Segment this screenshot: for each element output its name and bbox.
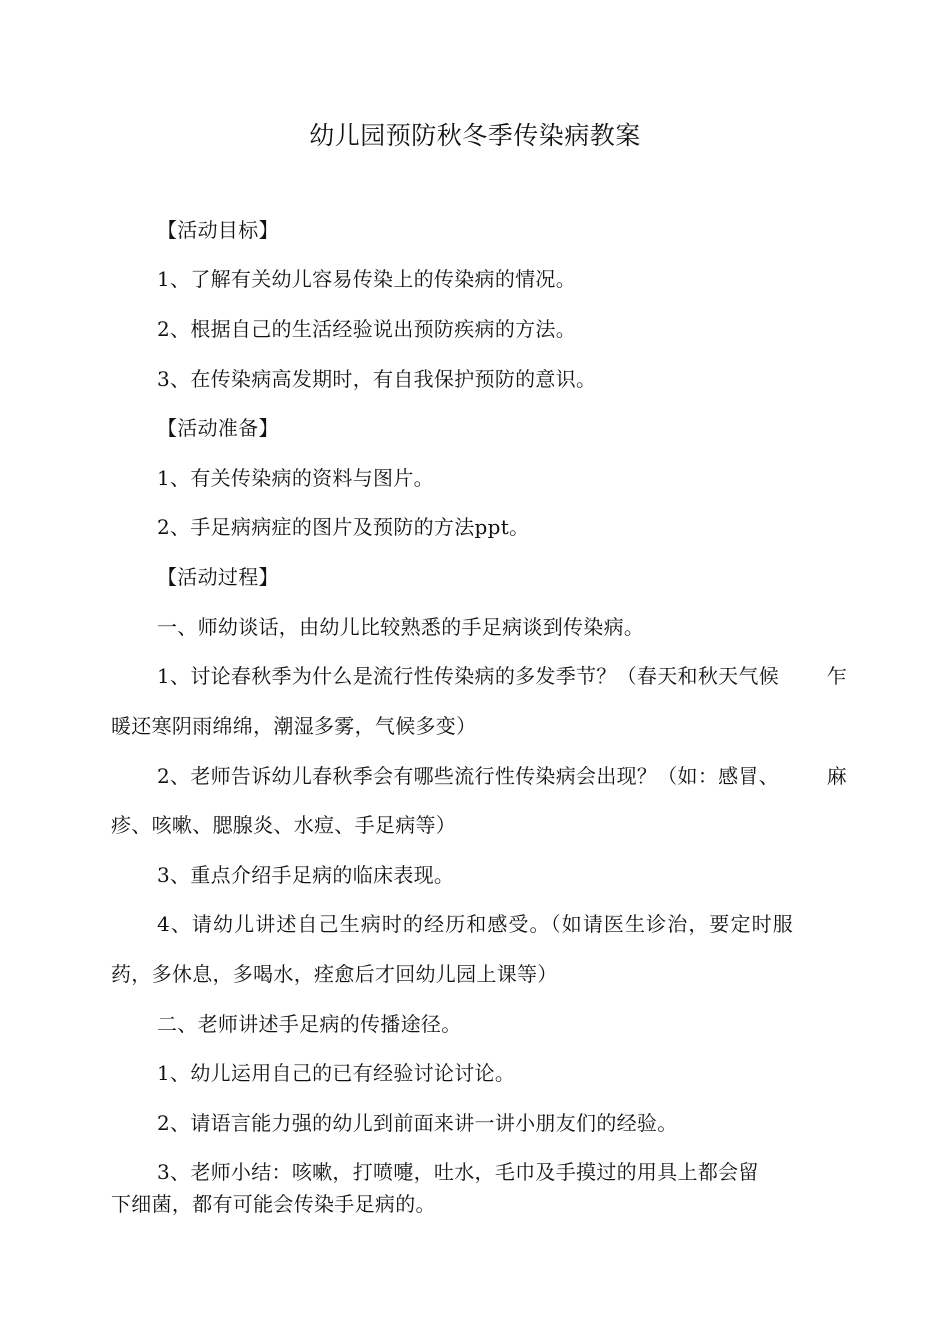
line-text: 2、老师告诉幼儿春秋季会有哪些流行性传染病会出现？（如：感冒、 <box>157 764 780 788</box>
section-heading-preparation: 【活动准备】 <box>157 416 279 440</box>
paragraph-line-justified <box>157 663 847 689</box>
document-title: 幼儿园预防秋冬季传染病教案 <box>309 121 641 150</box>
paragraph-line-justified <box>157 763 847 789</box>
paragraph-line: 下细菌，都有可能会传染手足病的。 <box>111 1192 436 1216</box>
paragraph-line: 2、根据自己的生活经验说出预防疾病的方法。 <box>157 317 577 341</box>
paragraph-line: 暖还寒阴雨绵绵，潮湿多雾，气候多变） <box>111 714 477 738</box>
paragraph-line: 一、师幼谈话，由幼儿比较熟悉的手足病谈到传染病。 <box>157 615 645 639</box>
line-tail: 乍 <box>826 664 847 688</box>
paragraph-line: 3、老师小结：咳嗽，打喷嚏，吐水，毛巾及手摸过的用具上都会留 <box>157 1160 759 1184</box>
paragraph-line: 1、了解有关幼儿容易传染上的传染病的情况。 <box>157 267 577 291</box>
paragraph-line: 3、在传染病高发期时，有自我保护预防的意识。 <box>157 367 597 391</box>
line-tail: 麻 <box>826 764 847 788</box>
paragraph-line: 2、请语言能力强的幼儿到前面来讲一讲小朋友们的经验。 <box>157 1111 678 1135</box>
paragraph-line: 1、幼儿运用自己的已有经验讨论讨论。 <box>157 1061 516 1085</box>
paragraph-line: 3、重点介绍手足病的临床表现。 <box>157 863 455 887</box>
section-heading-process: 【活动过程】 <box>157 565 279 589</box>
section-heading-transmission: 二、老师讲述手足病的传播途径。 <box>157 1012 462 1036</box>
paragraph-line: 药，多休息，多喝水，痊愈后才回幼儿园上课等） <box>111 962 558 986</box>
line-text: 1、讨论春秋季为什么是流行性传染病的多发季节？（春天和秋天气候 <box>157 664 780 688</box>
paragraph-line: 4、请幼儿讲述自己生病时的经历和感受。（如请医生诊治，要定时服 <box>157 912 794 936</box>
paragraph-line: 疹、咳嗽、腮腺炎、水痘、手足病等） <box>111 813 457 837</box>
paragraph-line: 1、有关传染病的资料与图片。 <box>157 466 434 490</box>
section-heading-goals: 【活动目标】 <box>157 218 279 242</box>
paragraph-line: 2、手足病病症的图片及预防的方法ppt。 <box>157 515 530 539</box>
